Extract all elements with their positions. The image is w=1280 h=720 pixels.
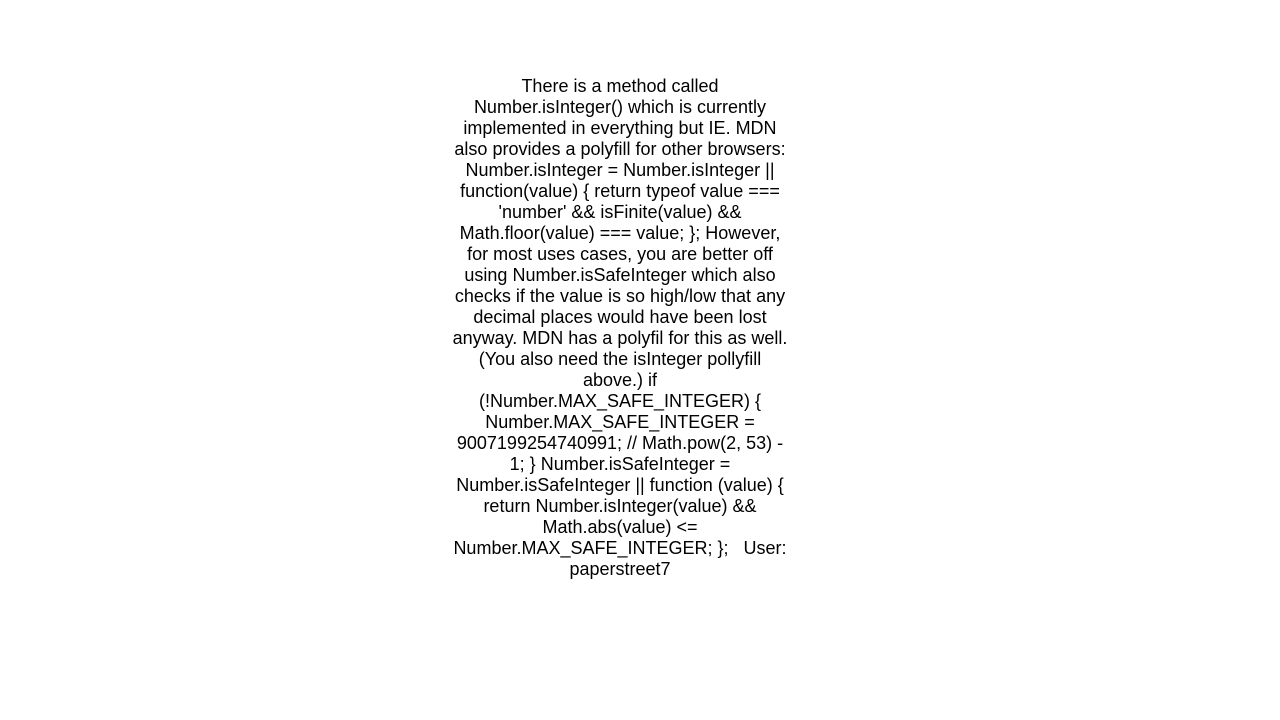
post-text: There is a method called Number.isInteger() which is currently implemented in everything but IE. MDN also provides a polyfill for other browsers: Number.isInteger = Number.isInteger || function(value) { return typeof value === 'number' && isFinite(value) && Math.floor(value) === value; }; However, for most uses cases, you are better off using Number.isSafeInteger which also checks if the value is so high/low that any decimal places would have been lost anyway. MDN has a polyfil for this as well. (You also need the isInteger pollyfill above.) if (!Number.MAX_SAFE_INTEGER) { Number.MAX_SAFE_INTEGER = 9007199254740991; // Math.pow(2, 53) - 1; } Number.isSafeInteger = Number.isSafeInteger || function (value) { return Number.isInteger(value) && Math.abs(value) <= Number.MAX_SAFE_INTEGER; }; User: paperstreet7 — [452, 76, 804, 579]
